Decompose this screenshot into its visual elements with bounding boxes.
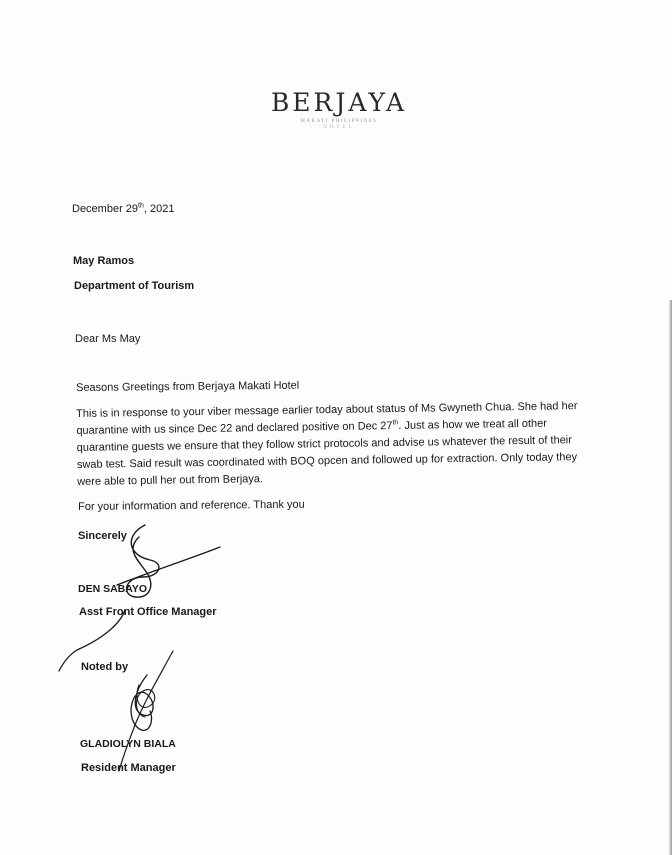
signatory2-title: Resident Manager bbox=[81, 762, 176, 774]
body-line-4: swab test. Said result was coordinated with BOQ opcen and followed up for extraction. Only today they bbox=[76, 451, 578, 471]
letterhead-logo bbox=[0, 88, 672, 130]
logo-brand: BERJAYA bbox=[270, 88, 408, 117]
logo-location: MAKATI PHILIPPINES bbox=[300, 119, 378, 124]
body-line-1: This is in response to your viber message earlier today about status of Ms Gwyneth Chua. She had her bbox=[76, 400, 578, 420]
body-paragraph bbox=[76, 398, 607, 491]
signatory1-name: DEN SABAYO bbox=[78, 583, 148, 595]
recipient-name: May Ramos bbox=[73, 255, 135, 267]
body-line-2b: . Just as how we treat all other bbox=[398, 417, 547, 432]
signature-gladiolyn-biala bbox=[95, 645, 185, 775]
signatory1-title: Asst Front Office Manager bbox=[79, 606, 217, 618]
logo-type: HOTEL bbox=[323, 125, 355, 130]
date-day: December 29 bbox=[72, 203, 139, 215]
date-year: , 2021 bbox=[143, 203, 175, 215]
closing-note: For your information and reference. Thank you bbox=[78, 498, 305, 513]
sign-off: Sincerely bbox=[78, 530, 127, 542]
body-line-5: were able to pull her out from Berjaya. bbox=[77, 473, 264, 488]
noted-by: Noted by bbox=[81, 661, 129, 673]
body-line-3: quarantine guests we ensure that they follow strict protocols and advise us whatever the result of their bbox=[76, 434, 572, 454]
signatory2-name: GLADIOLYN BIALA bbox=[80, 738, 176, 750]
salutation: Dear Ms May bbox=[75, 333, 141, 345]
greeting-line: Seasons Greetings from Berjaya Makati Hotel bbox=[76, 379, 300, 394]
body-line-2-sup: th bbox=[392, 419, 399, 427]
body-line-2a: quarantine with us since Dec 22 and declared positive on Dec 27 bbox=[76, 420, 393, 437]
recipient-org: Department of Tourism bbox=[74, 280, 195, 292]
date-suffix: th bbox=[138, 202, 144, 210]
letter-date bbox=[72, 202, 174, 217]
